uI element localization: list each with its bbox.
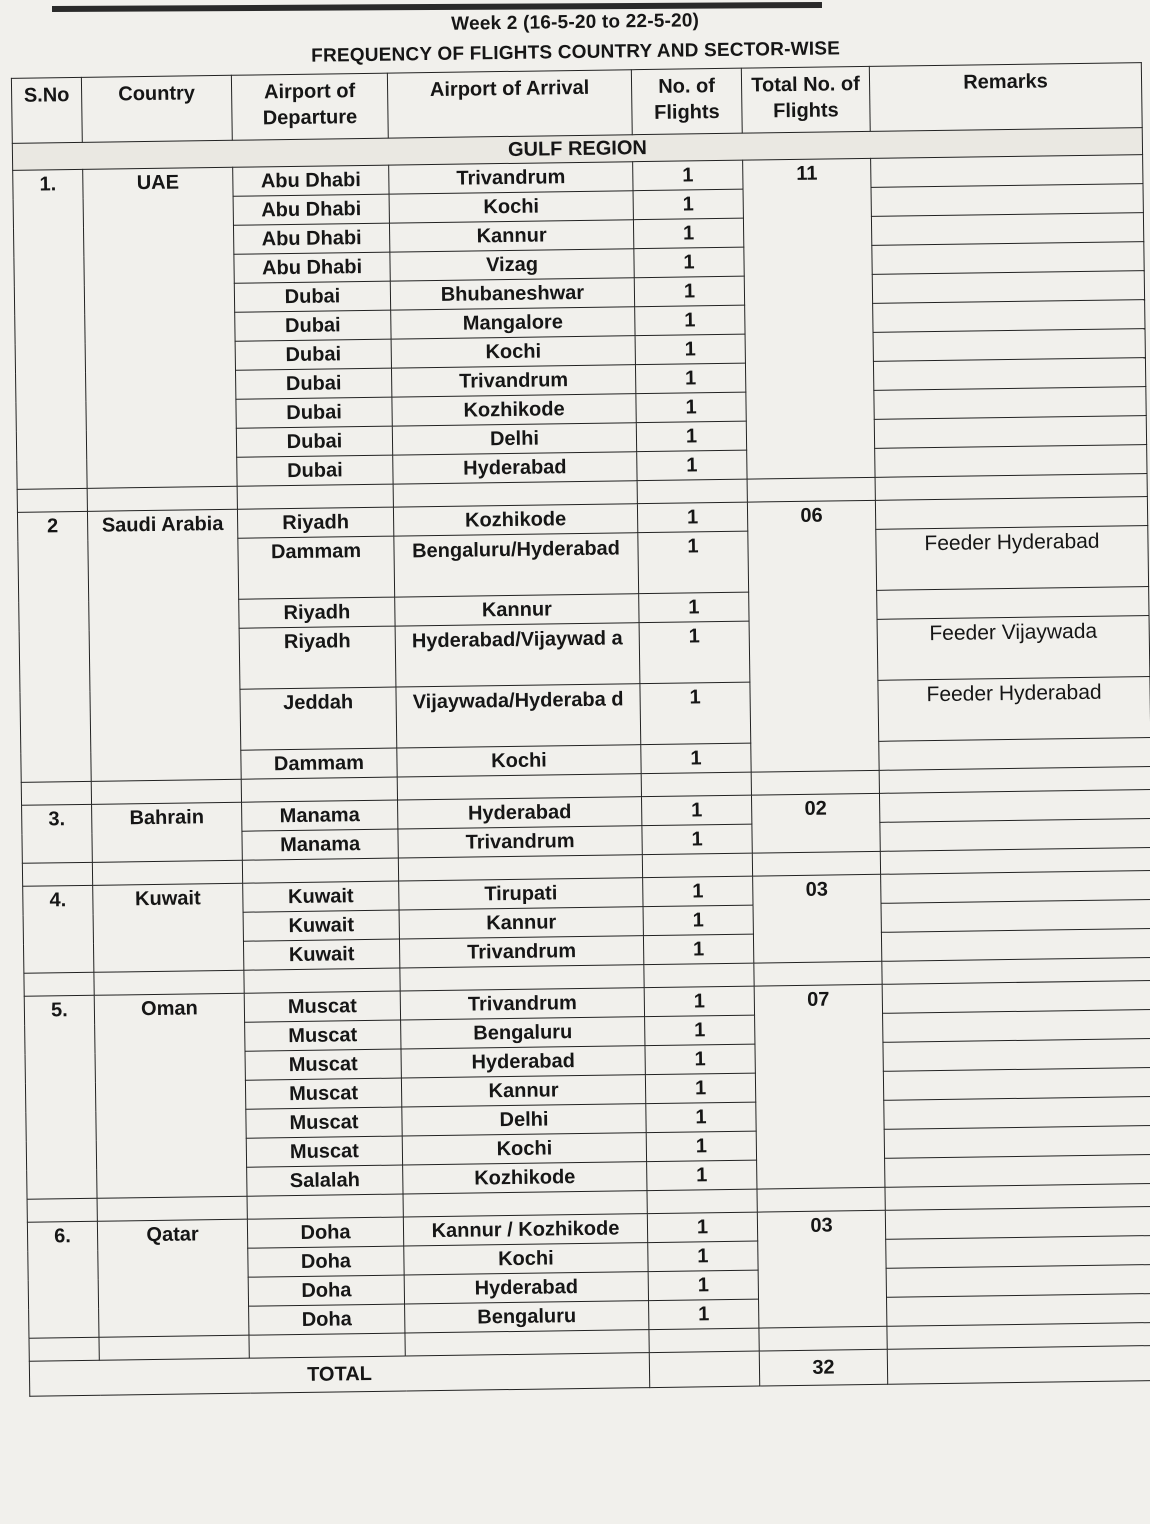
spacer-cell [249, 1333, 405, 1358]
cell-flights: 1 [636, 421, 746, 452]
spacer-cell [637, 479, 747, 504]
cell-flights: 1 [637, 450, 747, 481]
cell-departure: Riyadh [239, 597, 395, 628]
cell-flights: 1 [635, 334, 745, 365]
cell-arrival: Trivandrum [391, 365, 635, 397]
spacer-cell [24, 972, 94, 996]
spacer-cell [647, 1189, 757, 1214]
spacer-cell [751, 770, 879, 795]
cell-country: UAE [83, 167, 237, 488]
cell-departure: Doha [248, 1275, 404, 1306]
cell-flights: 1 [639, 621, 750, 684]
cell-arrival: Kochi [397, 745, 641, 777]
cell-flights: 1 [638, 531, 749, 594]
cell-departure: Muscat [244, 991, 400, 1022]
cell-departure: Muscat [245, 1049, 401, 1080]
spacer-cell [241, 777, 397, 802]
cell-arrival: Kannur [399, 907, 643, 939]
cell-departure: Jeddah [240, 687, 397, 750]
cell-flights: 1 [648, 1270, 758, 1301]
cell-arrival: Delhi [392, 423, 636, 455]
cell-arrival: Kozhikode [393, 504, 637, 536]
cell-sno: 3. [22, 804, 93, 863]
cell-flights: 1 [648, 1241, 758, 1272]
cell-sno: 1. [13, 169, 87, 489]
cell-arrival: Tirupati [399, 878, 643, 910]
spacer-cell [759, 1326, 887, 1351]
cell-total: 02 [751, 793, 880, 853]
cell-arrival: Bengaluru [401, 1017, 645, 1049]
cell-arrival: Kochi [389, 191, 633, 223]
spacer-cell [97, 1196, 247, 1221]
cell-remarks [880, 819, 1150, 852]
cell-total: 06 [747, 500, 879, 772]
cell-arrival: Mangalore [391, 307, 635, 339]
spacer-cell [398, 855, 642, 881]
cell-flights: 1 [633, 189, 743, 220]
cell-remarks [886, 1235, 1150, 1268]
grand-total-remark-blank [887, 1345, 1150, 1384]
cell-remarks [871, 184, 1143, 217]
cell-remarks [884, 1125, 1150, 1158]
cell-flights: 1 [642, 824, 752, 855]
cell-flights: 1 [634, 276, 744, 307]
cell-arrival: Kannur [395, 594, 639, 626]
header-sno: S.No [11, 77, 82, 143]
cell-remarks [881, 929, 1150, 962]
cell-departure: Dubai [236, 397, 392, 428]
spacer-cell [747, 477, 875, 502]
week-title: Week 2 (16-5-20 to 22-5-20) [451, 10, 700, 35]
spacer-cell [29, 1337, 99, 1361]
spacer-cell [17, 488, 87, 512]
spacer-cell [22, 862, 92, 886]
cell-remarks [883, 1068, 1150, 1101]
cell-remarks [881, 871, 1150, 904]
cell-flights: 1 [645, 1044, 755, 1075]
cell-departure: Dubai [235, 339, 391, 370]
spacer-cell [237, 484, 393, 509]
spacer-cell [27, 1198, 97, 1222]
cell-arrival: Kannur [389, 220, 633, 252]
cell-arrival: Trivandrum [400, 988, 644, 1020]
cell-departure: Kuwait [243, 939, 399, 970]
spacer-cell [403, 1191, 647, 1217]
spacer-cell [247, 1194, 403, 1219]
cell-departure: Salalah [247, 1165, 403, 1196]
cell-departure: Muscat [245, 1078, 401, 1109]
cell-arrival: Hyderabad/Vijaywad a [395, 623, 640, 687]
spacer-cell [641, 772, 751, 797]
cell-departure: Abu Dhabi [233, 223, 389, 254]
cell-remarks [877, 587, 1149, 620]
cell-departure: Dubai [236, 426, 392, 457]
cell-flights: 1 [644, 986, 754, 1017]
cell-arrival: Hyderabad [398, 797, 642, 829]
cell-departure: Abu Dhabi [233, 194, 389, 225]
spacer-cell [91, 779, 241, 804]
cell-remarks [873, 358, 1145, 391]
cell-country: Saudi Arabia [87, 509, 241, 781]
spacer-cell [244, 968, 400, 993]
cell-flights: 1 [645, 1015, 755, 1046]
cell-departure: Riyadh [237, 507, 393, 538]
cell-arrival: Delhi [402, 1104, 646, 1136]
cell-country: Qatar [97, 1219, 249, 1337]
cell-arrival: Hyderabad [401, 1046, 645, 1078]
cell-flights: 1 [643, 876, 753, 907]
header-departure: Airport of Departure [231, 73, 388, 140]
cell-arrival: Bhubaneshwar [390, 278, 634, 310]
cell-arrival: Kochi [402, 1133, 646, 1165]
cell-flights: 1 [640, 682, 751, 745]
cell-remarks: Feeder Hyderabad [878, 677, 1150, 742]
cell-departure: Manama [242, 800, 398, 831]
cell-flights: 1 [635, 305, 745, 336]
cell-total: 03 [757, 1210, 887, 1328]
cell-arrival: Bengaluru [405, 1301, 649, 1333]
spacer-cell [397, 774, 641, 800]
cell-remarks [885, 1154, 1150, 1187]
cell-remarks [871, 213, 1143, 246]
cell-departure: Muscat [246, 1136, 402, 1167]
spacer-cell [754, 961, 882, 986]
cell-arrival: Kannur [401, 1075, 645, 1107]
cell-remarks [883, 1010, 1150, 1043]
cell-arrival: Hyderabad [393, 452, 637, 484]
header-total: Total No. of Flights [741, 66, 870, 133]
cell-flights: 1 [636, 392, 746, 423]
spacer-cell [752, 851, 880, 876]
cell-remarks [879, 738, 1150, 771]
spacer-cell [757, 1187, 885, 1212]
spacer-cell [400, 965, 644, 991]
cell-arrival: Vizag [390, 249, 634, 281]
cell-country: Kuwait [93, 883, 244, 972]
cell-flights: 1 [633, 218, 743, 249]
cell-remarks [885, 1206, 1150, 1239]
cell-total: 03 [753, 874, 882, 963]
cell-flights: 1 [641, 743, 751, 774]
cell-sno: 6. [27, 1221, 99, 1338]
cell-arrival: Kochi [404, 1243, 648, 1275]
header-remarks: Remarks [869, 63, 1142, 132]
grand-total-value: 32 [759, 1349, 887, 1386]
cell-remarks [873, 300, 1145, 333]
cell-remarks [874, 416, 1146, 449]
spacer-cell [649, 1328, 759, 1353]
cell-flights: 1 [645, 1073, 755, 1104]
cell-departure: Dubai [235, 310, 391, 341]
spacer-cell [87, 486, 237, 511]
cell-departure: Riyadh [239, 626, 396, 689]
header-flights: No. of Flights [631, 68, 742, 135]
cell-remarks [873, 329, 1145, 362]
cell-departure: Dubai [234, 281, 390, 312]
cell-country: Oman [94, 993, 247, 1198]
cell-remarks [871, 155, 1143, 188]
header-country: Country [81, 75, 232, 142]
grand-total-label: TOTAL [29, 1353, 649, 1397]
cell-flights: 1 [634, 247, 744, 278]
cell-arrival: Trivandrum [398, 826, 642, 858]
cell-remarks [883, 1039, 1150, 1072]
cell-total: 07 [754, 984, 885, 1189]
cell-remarks [881, 900, 1150, 933]
spacer-cell [21, 781, 91, 805]
cell-flights: 1 [635, 363, 745, 394]
cell-arrival: Bengaluru/Hyderabad [394, 533, 639, 597]
cell-departure: Doha [249, 1304, 405, 1335]
cell-sno: 5. [24, 995, 97, 1199]
cell-departure: Muscat [245, 1020, 401, 1051]
cell-arrival: Kozhikode [392, 394, 636, 426]
cell-flights: 1 [649, 1299, 759, 1330]
cell-departure: Kuwait [243, 881, 399, 912]
spacer-cell [99, 1335, 249, 1360]
cell-remarks [887, 1293, 1150, 1326]
cell-arrival: Trivandrum [399, 936, 643, 968]
cell-departure: Dubai [235, 368, 391, 399]
cell-departure: Dubai [237, 455, 393, 486]
cell-departure: Muscat [246, 1107, 402, 1138]
cell-arrival: Kozhikode [403, 1162, 647, 1194]
grand-total-blank [649, 1351, 759, 1388]
cell-remarks [886, 1264, 1150, 1297]
cell-flights: 1 [633, 160, 743, 191]
spacer-cell [642, 853, 752, 878]
cell-remarks [874, 387, 1146, 420]
cell-departure: Manama [242, 829, 398, 860]
cell-departure: Doha [248, 1246, 404, 1277]
spacer-cell [405, 1330, 649, 1356]
cell-flights: 1 [647, 1160, 757, 1191]
cell-flights: 1 [643, 905, 753, 936]
spacer-cell [242, 858, 398, 883]
cell-departure: Abu Dhabi [233, 165, 389, 196]
cell-sno: 4. [23, 885, 94, 973]
document-title: FREQUENCY OF FLIGHTS COUNTRY AND SECTOR-WISE [311, 38, 841, 67]
cell-country: Bahrain [92, 802, 243, 862]
spacer-cell [94, 970, 244, 995]
cell-flights: 1 [637, 502, 747, 533]
cell-remarks [879, 790, 1150, 823]
cell-remarks [882, 981, 1150, 1014]
cell-departure: Kuwait [243, 910, 399, 941]
cell-arrival: Hyderabad [404, 1272, 648, 1304]
document-page [10, 2, 1150, 1397]
cell-flights: 1 [647, 1212, 757, 1243]
spacer-cell [393, 481, 637, 507]
cell-remarks [875, 497, 1147, 530]
cell-flights: 1 [643, 934, 753, 965]
cell-arrival: Trivandrum [389, 162, 633, 194]
cell-remarks [872, 271, 1144, 304]
cell-remarks [875, 445, 1147, 478]
cell-remarks: Feeder Hyderabad [876, 526, 1149, 591]
cell-sno: 2 [17, 511, 91, 782]
flights-table [11, 62, 1150, 1397]
spacer-cell [92, 860, 242, 885]
cell-arrival: Kannur / Kozhikode [403, 1214, 647, 1246]
region-label: GULF REGION [12, 128, 1142, 171]
cell-flights: 1 [641, 795, 751, 826]
cell-flights: 1 [646, 1131, 756, 1162]
cell-remarks [884, 1096, 1150, 1129]
cell-departure: Dammam [238, 536, 395, 599]
cell-departure: Dammam [241, 748, 397, 779]
cell-remarks: Feeder Vijaywada [877, 616, 1150, 681]
cell-departure: Doha [247, 1217, 403, 1248]
cell-flights: 1 [646, 1102, 756, 1133]
cell-remarks [872, 242, 1144, 275]
cell-total: 11 [743, 158, 875, 479]
cell-flights: 1 [639, 592, 749, 623]
cell-departure: Abu Dhabi [234, 252, 390, 283]
cell-arrival: Kochi [391, 336, 635, 368]
cell-arrival: Vijaywada/Hyderaba d [396, 684, 641, 748]
header-arrival: Airport of Arrival [387, 70, 632, 138]
spacer-cell [644, 963, 754, 988]
